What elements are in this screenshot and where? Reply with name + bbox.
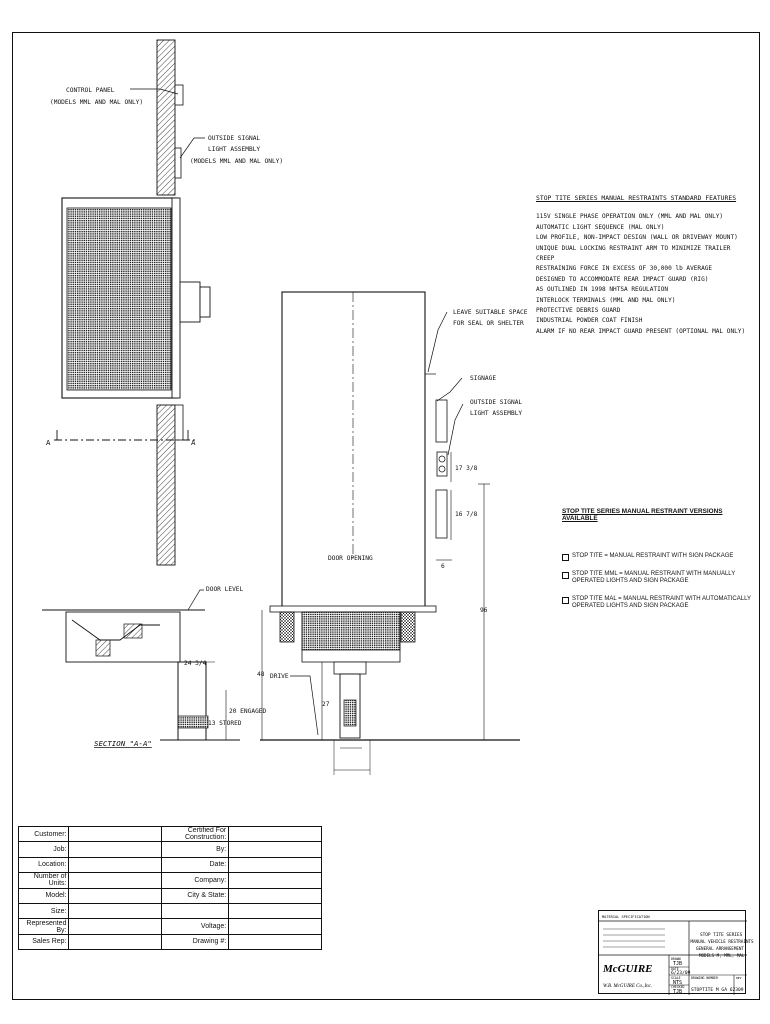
dim-16-label: 16 7/8 (455, 511, 478, 518)
wall-section-upper (157, 40, 175, 195)
title-line-2: MANUAL VEHICLE RESTRAINTS (690, 939, 754, 944)
dim-6-label: 6 (441, 563, 445, 570)
form-field[interactable] (69, 873, 162, 888)
form-label: Drawing #: (162, 934, 229, 949)
form-row (19, 857, 322, 872)
standard-features-heading: STOP TITE SERIES MANUAL RESTRAINTS STANDARD FEATURES (536, 194, 737, 202)
section-marker-left: A (46, 438, 51, 447)
plan-signal-label-1: OUTSIDE SIGNAL (208, 135, 261, 142)
dim-20-label: 20 ENGAGED (229, 708, 267, 715)
versions-heading: STOP TITE SERIES MANUAL RESTRAINT VERSIONS AVAILABLE (562, 508, 723, 523)
form-field[interactable] (229, 934, 322, 949)
control-panel-box (175, 85, 183, 105)
title-line-1: STOP TITE SERIES (700, 933, 743, 938)
form-field[interactable] (229, 857, 322, 872)
standard-features-notes (536, 193, 746, 337)
section-a-a (42, 586, 267, 748)
leveler-pit-section (66, 612, 180, 662)
dim-27-label: 27 (322, 701, 330, 708)
form-field[interactable] (229, 873, 322, 888)
plan-signal-models: (MODELS MML AND MAL ONLY) (190, 158, 284, 165)
form-label (162, 903, 229, 918)
form-row (19, 842, 322, 857)
form-label: City & State: (162, 888, 229, 903)
plan-signal-label-2: LIGHT ASSEMBLY (208, 146, 261, 153)
scale-label: SCALE (671, 976, 681, 980)
debris-guard-mesh (67, 208, 171, 390)
feature-item: INTERLOCK TERMINALS (MML AND MAL ONLY) (536, 296, 676, 304)
form-label: Size: (19, 903, 69, 918)
feature-item: LOW PROFILE, NON-IMPACT DESIGN (WALL OR DRIVEWAY MOUNT) (536, 234, 738, 242)
scale-value: NTS (673, 980, 683, 986)
form-field[interactable] (69, 842, 162, 857)
restraint-arm-plan (180, 282, 200, 322)
restraint-hook-section (178, 716, 208, 728)
form-label: Sales Rep: (19, 934, 69, 949)
leave-space-label-2: FOR SEAL OR SHELTER (453, 320, 524, 327)
signal-light-box (175, 148, 181, 178)
control-panel-models: (MODELS MML AND MAL ONLY) (50, 99, 144, 106)
dim-96-label: 96 (480, 607, 488, 614)
front-elevation (257, 292, 528, 775)
form-row (19, 903, 322, 918)
dim-48-label: 48 (257, 671, 265, 678)
feature-item: AS OUTLINED IN 1998 NHTSA REGULATION (536, 286, 669, 294)
date-value: 6/23/09 (671, 971, 691, 976)
material-spec-label: MATERIAL SPECIFICATION (602, 915, 650, 919)
feature-item: PROTECTIVE DEBRIS GUARD (536, 307, 621, 315)
form-label: By: (162, 842, 229, 857)
version-checkbox[interactable] (562, 554, 569, 561)
feature-item: AUTOMATIC LIGHT SEQUENCE (MAL ONLY) (536, 223, 665, 231)
form-field[interactable] (229, 842, 322, 857)
door-opening-label: DOOR OPENING (328, 555, 373, 562)
drawn-label: DRAWN (671, 957, 681, 961)
version-option-label: STOP TITE = MANUAL RESTRAINT WITH SIGN PACKAGE (572, 552, 734, 559)
version-option[interactable] (562, 571, 752, 586)
date-label: DATE (671, 967, 679, 971)
form-label: Represented By: (19, 919, 69, 934)
signage-box (436, 400, 447, 442)
version-checkbox[interactable] (562, 572, 569, 579)
drive-label: DRIVE (270, 673, 289, 680)
title-block (598, 910, 754, 995)
form-field[interactable] (69, 857, 162, 872)
form-row (19, 934, 322, 949)
form-row (19, 888, 322, 903)
form-label: Number of Units: (19, 873, 69, 888)
form-label: Certified For Construction: (162, 827, 229, 842)
version-option[interactable] (562, 596, 752, 611)
form-label: Date: (162, 857, 229, 872)
restraint-sign-box (436, 490, 447, 538)
signage-label: SIGNAGE (470, 375, 497, 382)
form-field[interactable] (229, 888, 322, 903)
form-field[interactable] (69, 888, 162, 903)
feature-item: 115V SINGLE PHASE OPERATION ONLY (MML AND MAL ONLY) (536, 213, 724, 221)
drawing-number-label: DRAWING NUMBER (691, 976, 718, 980)
form-field[interactable] (229, 827, 322, 842)
wall-section-lower (157, 405, 175, 565)
company-logo: McGUIRE (603, 963, 653, 975)
door-opening-outline (282, 292, 425, 610)
drawn-value: TJB (673, 961, 683, 967)
form-field[interactable] (229, 903, 322, 918)
feature-item: DESIGNED TO ACCOMMODATE REAR IMPACT GUARD (RIG) (536, 275, 709, 283)
feature-item: RESTRAINING FORCE IN EXCESS OF 30,000 lb AVERAGE (536, 265, 713, 273)
form-field[interactable] (69, 919, 162, 934)
form-label: Model: (19, 888, 69, 903)
customer-info-form (18, 826, 322, 950)
form-row (19, 919, 322, 934)
signal-light-elevation (437, 452, 447, 476)
door-level-label: DOOR LEVEL (206, 586, 244, 593)
form-label: Job: (19, 842, 69, 857)
control-panel-label: CONTROL PANEL (66, 87, 115, 94)
section-title: SECTION "A-A" (94, 739, 152, 748)
form-field[interactable] (69, 903, 162, 918)
feature-item: UNIQUE DUAL LOCKING RESTRAINT ARM TO MINIMIZE TRAILER CREEP (536, 244, 731, 263)
elev-signal-label-1: OUTSIDE SIGNAL (470, 399, 523, 406)
form-field[interactable] (69, 934, 162, 949)
form-label: Voltage: (162, 919, 229, 934)
title-line-4: MODELS M, MML, MAL (699, 953, 745, 958)
elev-signal-label-2: LIGHT ASSEMBLY (470, 410, 523, 417)
version-option-label: STOP TITE MAL = MANUAL RESTRAINT WITH AUTOMATICALLY OPERATED LIGHTS AND SIGN PACKAGE (572, 595, 751, 610)
form-label: Company: (162, 873, 229, 888)
version-option-label: STOP TITE MML = MANUAL RESTRAINT WITH MANUALLY OPERATED LIGHTS AND SIGN PACKAGE (572, 570, 736, 585)
checked-label: CHECKED (671, 985, 685, 989)
form-label: Location: (19, 857, 69, 872)
dim-13-label: 13 STORED (208, 720, 242, 727)
version-checkbox[interactable] (562, 597, 569, 604)
feature-item: ALARM IF NO REAR IMPACT GUARD PRESENT (OPTIONAL MAL ONLY) (536, 327, 746, 335)
dim-17-label: 17 3/8 (455, 465, 478, 472)
form-label: Customer: (19, 827, 69, 842)
checked-value: TJB (673, 989, 683, 995)
company-sub: W.B. McGUIRE Co.,Inc. (603, 984, 653, 989)
form-field[interactable] (69, 827, 162, 842)
drawing-number-value: STOPTITE M GA 62309 (691, 988, 744, 993)
versions-available (562, 508, 752, 620)
section-marker-right: A (191, 438, 196, 447)
title-line-3: GENERAL ARRANGEMENT (696, 946, 744, 951)
form-field[interactable] (229, 919, 322, 934)
dim-24-label: 24 3/4 (184, 660, 207, 667)
leave-space-label-1: LEAVE SUITABLE SPACE (453, 309, 528, 316)
dock-leveler-front (302, 612, 400, 650)
form-row (19, 873, 322, 888)
rev-label: REV (736, 976, 742, 980)
plan-view (46, 40, 283, 565)
version-option[interactable] (562, 553, 752, 561)
bumper-left (280, 612, 294, 642)
form-row (19, 827, 322, 842)
feature-item: INDUSTRIAL POWDER COAT FINISH (536, 317, 643, 325)
bumper-right (401, 612, 415, 642)
